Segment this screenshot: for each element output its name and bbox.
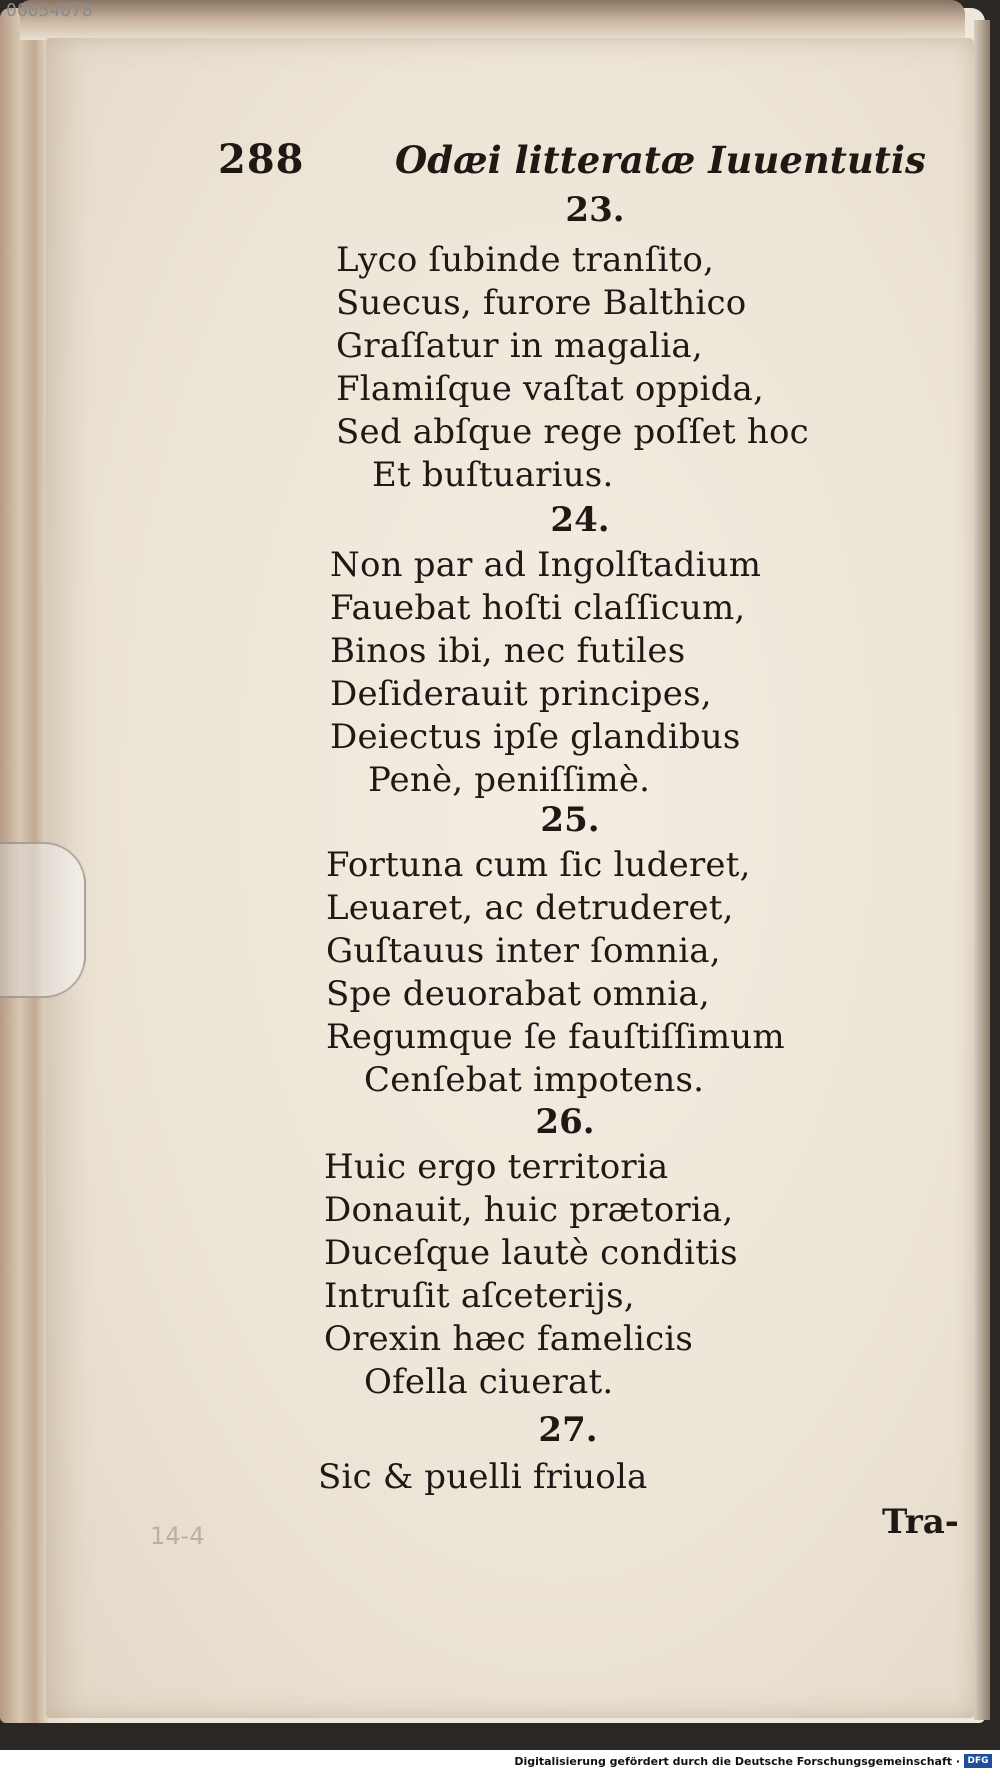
verse-line: Spe deuorabat omnia, bbox=[326, 974, 710, 1014]
stanza-number: 24. bbox=[550, 500, 610, 540]
verse-line: Ofella ciuerat. bbox=[364, 1362, 614, 1402]
stanza-number: 25. bbox=[540, 800, 600, 840]
verse-line: Sic & puelli friuola bbox=[318, 1457, 648, 1497]
digitization-credit: Digitalisierung gefördert durch die Deutsche Forschungsgemeinschaft · bbox=[514, 1755, 960, 1768]
verse-line: Duceſque lautè conditis bbox=[324, 1233, 738, 1273]
verse-line: Cenſebat impotens. bbox=[364, 1060, 705, 1100]
page-number: 288 bbox=[218, 136, 305, 183]
verse-line: Intruſit aſceterijs, bbox=[324, 1276, 635, 1316]
shelfmark-label: 00054078 bbox=[6, 0, 93, 21]
verse-line: Flamiſque vaſtat oppida, bbox=[336, 369, 765, 409]
verse-line: Leuaret, ac detruderet, bbox=[326, 888, 734, 928]
running-title: Odæi litteratæ Iuuentutis bbox=[395, 138, 926, 182]
verse-line: Deſiderauit principes, bbox=[330, 674, 712, 714]
verse-line: Non par ad Ingolſtadium bbox=[330, 545, 762, 585]
verse-line: Graſſatur in magalia, bbox=[336, 326, 703, 366]
verse-line: Deiectus ipſe glandibus bbox=[330, 717, 741, 757]
stanza-number: 26. bbox=[535, 1102, 595, 1142]
pencil-annotation: 14-4 bbox=[150, 1522, 205, 1550]
verse-line: Orexin hæc famelicis bbox=[324, 1319, 694, 1359]
verse-line: Fortuna cum ſic luderet, bbox=[326, 845, 751, 885]
stanza-number: 27. bbox=[538, 1410, 598, 1450]
catchword: Tra- bbox=[882, 1502, 959, 1542]
verse-line: Sed abſque rege poſſet hoc bbox=[336, 412, 809, 452]
verse-line: Et buſtuarius. bbox=[372, 455, 614, 495]
verse-line: Guſtauus inter ſomnia, bbox=[326, 931, 721, 971]
verse-line: Suecus, furore Balthico bbox=[336, 283, 747, 323]
verse-line: Fauebat hoſti claſſicum, bbox=[330, 588, 746, 628]
verse-line: Binos ibi, nec futiles bbox=[330, 631, 686, 671]
verse-line: Huic ergo territoria bbox=[324, 1147, 669, 1187]
verse-line: Regumque ſe fauſtiſſimum bbox=[326, 1017, 785, 1057]
stanza-number: 23. bbox=[565, 190, 625, 230]
verse-line: Penè, peniſſimè. bbox=[368, 760, 651, 800]
verse-line: Donauit, huic prætoria, bbox=[324, 1190, 734, 1230]
verse-line: Lyco ſubinde tranſito, bbox=[336, 240, 715, 280]
dfg-logo: DFG bbox=[964, 1754, 992, 1768]
